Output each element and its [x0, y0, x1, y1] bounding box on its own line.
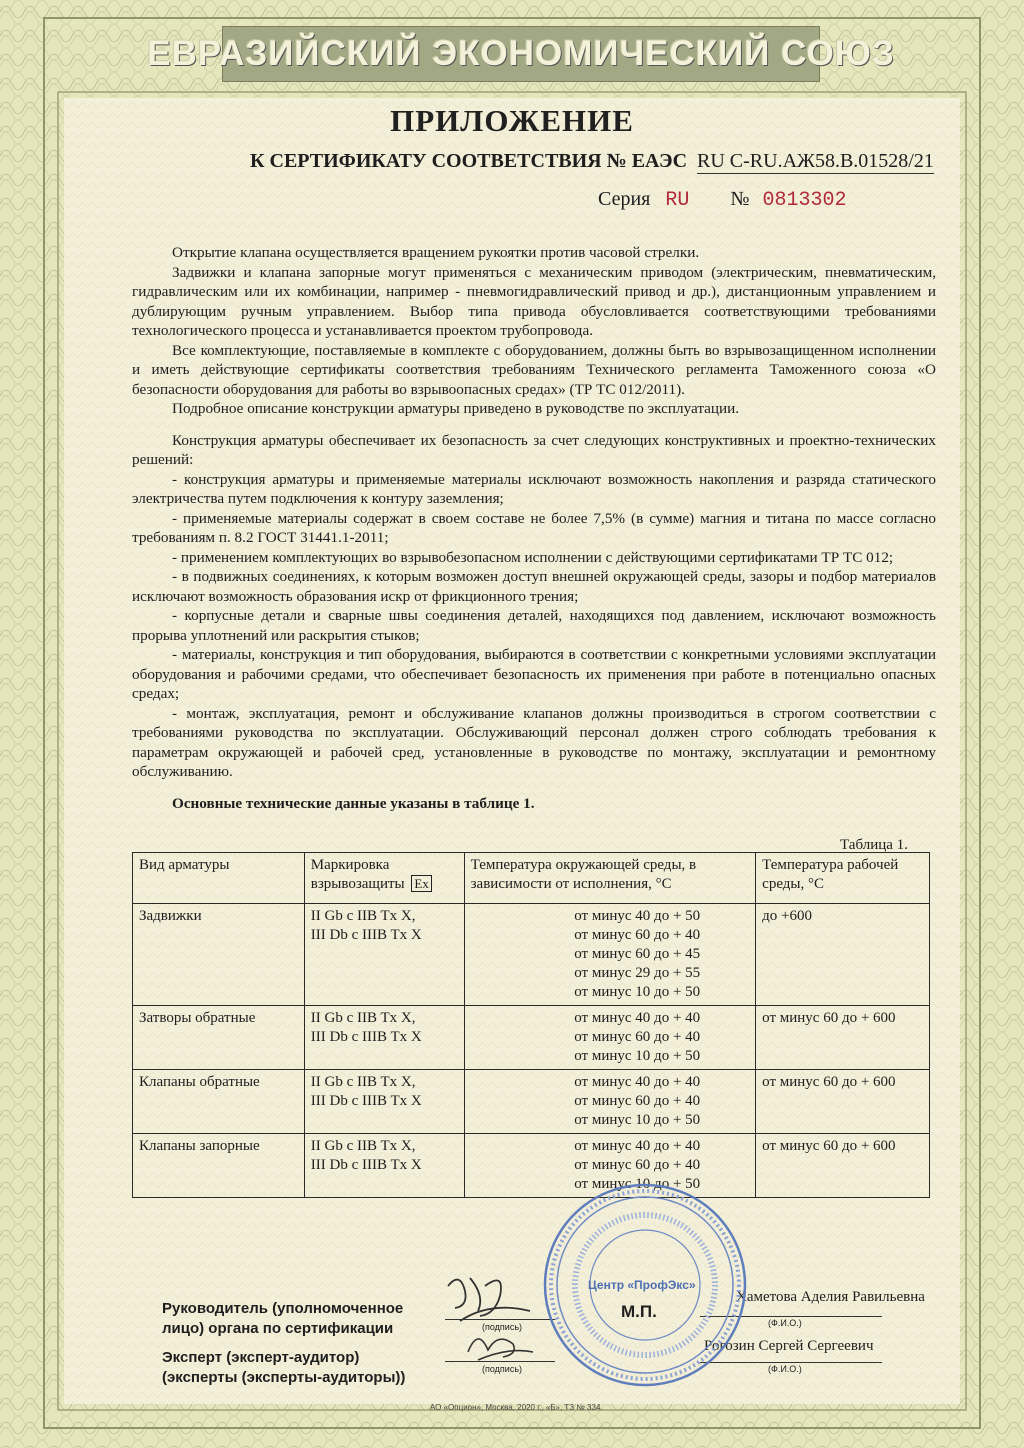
series-row	[598, 188, 847, 212]
header-marking-label: Маркировка взрывозащиты	[310, 857, 405, 892]
cell-marking	[304, 904, 464, 1006]
paragraph: Подробное описание конструкции арматуры приведено в руководстве по эксплуатации.	[172, 400, 740, 417]
cell-working: от минус 60 до + 600	[756, 1134, 930, 1198]
expert-name: Рогозин Сергей Сергеевич	[704, 1338, 874, 1354]
ambient-line: от минус 40 до + 40	[574, 1010, 701, 1026]
marking-line: III Db c IIIB Tx X	[310, 1029, 422, 1045]
union-header: ЕВРАЗИЙСКИЙ ЭКОНОМИЧЕСКИЙ СОЮЗ	[222, 26, 820, 82]
paragraph: - материалы, конструкция и тип оборудования, выбираются в соответствии с конкретными условиями эксплуатации оборудования и рабочими средами, что обеспечивает безопасность их применения при работе в потенциально опасных средах;	[132, 646, 936, 702]
table-intro: Основные технические данные указаны в таблице 1.	[172, 794, 535, 812]
printer-footer: АО «Опцион», Москва, 2020 г., «Б», ТЗ № 334.	[430, 1403, 603, 1412]
expert-label: Эксперт (эксперт-аудитор) (эксперты (эксперты-аудиторы))	[162, 1349, 406, 1386]
paragraph: - монтаж, эксплуатация, ремонт и обслуживание клапанов должны производиться в строгом соответствии с требованиями руководства по эксплуатации. Обслуживающий персонал должен строго соблюдать требования к параметрам окружающей и рабочей сред, установленные в руководстве по монтажу, эксплуатации и ремонтному обслуживанию.	[132, 704, 936, 780]
certificate-number: RU C-RU.АЖ58.В.01528/21	[697, 150, 934, 172]
cell-ambient	[464, 1070, 756, 1134]
table-row	[133, 1134, 930, 1198]
table-row	[133, 1006, 930, 1070]
paragraph: Открытие клапана осуществляется вращением рукоятки против часовой стрелки.	[172, 244, 700, 261]
paragraph: Задвижки и клапана запорные могут применяться с механическим приводом (электрическим, пневматическим, гидравлическим или их комбинации, например - пневмогидравлический привод и др.), дистанционным управлением и дублирующим ручным управлением. Выбор типа привода обусловливается соответствующими требованиями технологического процесса и устанавливается проектом трубопровода.	[132, 263, 936, 339]
ambient-line: от минус 60 до + 45	[574, 946, 701, 962]
ambient-line: от минус 10 до + 50	[574, 1176, 701, 1192]
series-label: Серия	[598, 188, 651, 210]
stamp-mp: М.П.	[621, 1302, 657, 1321]
cell-ambient	[464, 1006, 756, 1070]
table-header-row	[133, 853, 930, 904]
ambient-line: от минус 10 до + 50	[574, 984, 701, 1000]
ambient-line: от минус 29 до + 55	[574, 965, 701, 981]
table-row	[133, 1070, 930, 1134]
fio-caption: (Ф.И.О.)	[768, 1318, 802, 1328]
cell-marking	[304, 1134, 464, 1198]
ambient-line: от минус 10 до + 50	[574, 1112, 701, 1128]
cell-marking	[304, 1006, 464, 1070]
ambient-line: от минус 10 до + 50	[574, 1048, 701, 1064]
ambient-line: от минус 40 до + 40	[574, 1138, 701, 1154]
table-row	[133, 904, 930, 1006]
ambient-line: от минус 60 до + 40	[574, 1029, 701, 1045]
marking-line: II Gb c IIB Tx X,	[310, 1074, 416, 1090]
header-working: Температура рабочей среды, °С	[756, 853, 930, 904]
body-text	[132, 243, 936, 813]
cell-type: Затворы обратные	[133, 1006, 305, 1070]
technical-data-table	[132, 852, 930, 1198]
ex-mark-icon: Ex	[411, 875, 431, 892]
marking-line: II Gb c IIB Tx X,	[310, 908, 416, 924]
header-ambient: Температура окружающей среды, в зависимости от исполнения, °С	[464, 853, 756, 904]
document-title: ПРИЛОЖЕНИЕ	[390, 103, 634, 138]
marking-line: III Db c IIIB Tx X	[310, 927, 422, 943]
header-marking	[304, 853, 464, 904]
series-code: RU	[665, 189, 690, 212]
fio-caption: (Ф.И.О.)	[768, 1364, 802, 1374]
paragraph: - конструкция арматуры и применяемые материалы исключают возможность накопления и разряда статического электричества путем подключения к контуру заземления;	[132, 470, 936, 507]
cell-working: до +600	[756, 904, 930, 1006]
marking-line: III Db c IIIB Tx X	[310, 1093, 422, 1109]
cell-working: от минус 60 до + 600	[756, 1070, 930, 1134]
paragraph: - применением комплектующих во взрывобезопасном исполнении с действующими сертификатами ТР ТС 012;	[172, 548, 894, 566]
table-caption: Таблица 1.	[840, 837, 908, 853]
signature-caption: (подпись)	[482, 1364, 523, 1374]
signature-caption: (подпись)	[482, 1322, 523, 1332]
paragraph: - применяемые материалы содержат в своем составе не более 7,5% (в сумме) магния и титана по массе согласно требованиям п. 8.2 ГОСТ 31441.1-2011;	[132, 509, 936, 546]
marking-line: II Gb c IIB Tx X,	[310, 1138, 416, 1154]
stamp-center-text: Центр «ПрофЭкс»	[588, 1278, 696, 1292]
cell-marking	[304, 1070, 464, 1134]
number-label: №	[730, 188, 750, 210]
cell-ambient	[464, 904, 756, 1006]
paragraph: - корпусные детали и сварные швы соединения деталей, находящихся под давлением, исключают возможность прорыва уплотнений или раскрытия стыков;	[132, 607, 936, 644]
marking-line: III Db c IIIB Tx X	[310, 1157, 422, 1173]
ambient-line: от минус 60 до + 40	[574, 1157, 701, 1173]
paragraph: Все комплектующие, поставляемые в комплекте с оборудованием, должны быть во взрывозащищенном исполнении и иметь действующие сертификаты соответствия требованиям Технического регламента Таможенного союза «О безопасности оборудования для работы во взрывоопасных средах» (ТР ТС 012/2011).	[132, 341, 936, 398]
cell-working: от минус 60 до + 600	[756, 1006, 930, 1070]
paragraph: Конструкция арматуры обеспечивает их безопасность за счет следующих конструктивных и проектно-технических решений:	[132, 431, 936, 468]
ambient-line: от минус 40 до + 50	[574, 908, 701, 924]
ambient-line: от минус 60 до + 40	[574, 1093, 701, 1109]
subtitle: К СЕРТИФИКАТУ СООТВЕТСТВИЯ № ЕАЭС	[250, 150, 688, 172]
paragraph: - в подвижных соединениях, к которым возможен доступ внешней окружающей среды, зазоры и подбор материалов исключают возможность образования искр от фрикционного трения;	[132, 568, 936, 605]
subtitle-row	[250, 150, 934, 174]
cell-type: Клапаны запорные	[133, 1134, 305, 1198]
header-type: Вид арматуры	[133, 853, 305, 904]
head-name: Хаметова Аделия Равильевна	[736, 1289, 925, 1305]
blank-number: 0813302	[762, 189, 847, 212]
head-label: Руководитель (уполномоченное лицо) органа по сертификации	[162, 1300, 404, 1337]
cell-type: Задвижки	[133, 904, 305, 1006]
signature-head	[430, 1266, 540, 1326]
cell-type: Клапаны обратные	[133, 1070, 305, 1134]
ambient-line: от минус 60 до + 40	[574, 927, 701, 943]
ambient-line: от минус 40 до + 40	[574, 1074, 701, 1090]
marking-line: II Gb c IIB Tx X,	[310, 1010, 416, 1026]
